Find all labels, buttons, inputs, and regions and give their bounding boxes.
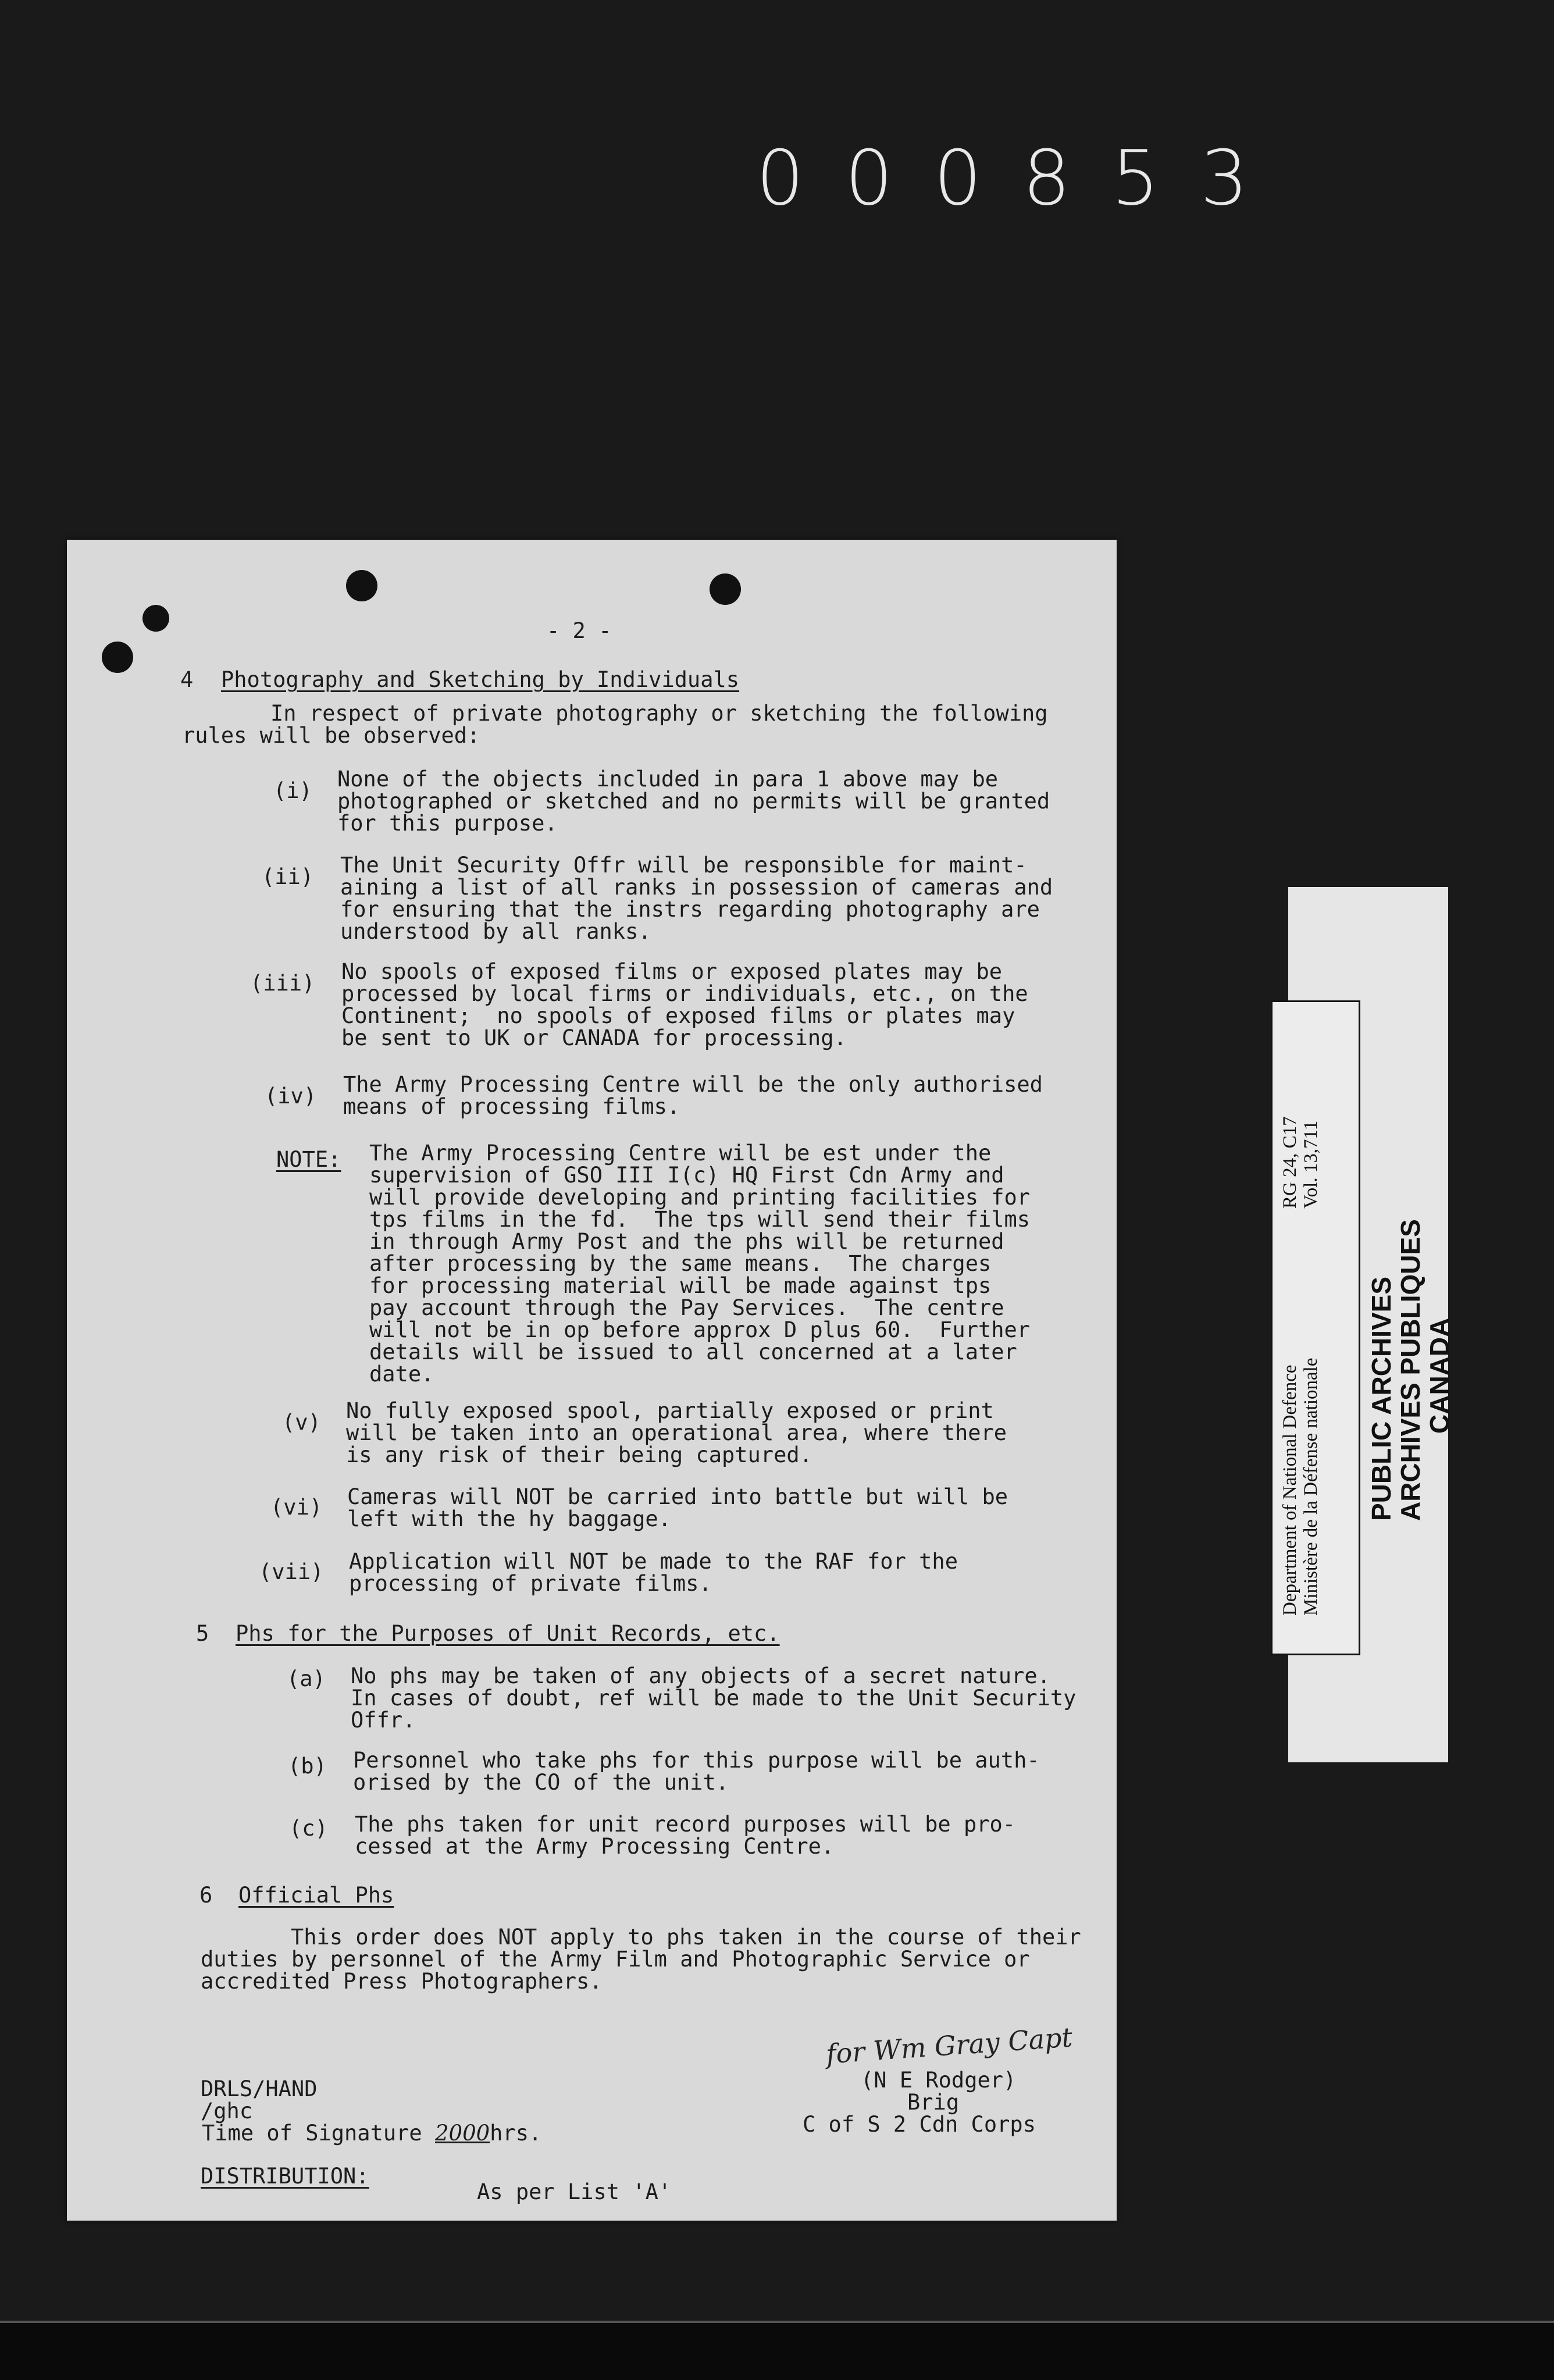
department-en: Department of National Defence — [1279, 1364, 1300, 1616]
section-number: 6 — [199, 1883, 213, 1908]
note-line: will provide developing and printing facilities for — [369, 1185, 1031, 1210]
signatory-rank: Brig — [907, 2090, 960, 2115]
punch-hole — [710, 573, 741, 605]
item-line: No phs may be taken of any objects of a secret nature. — [351, 1663, 1050, 1688]
item-line: The Unit Security Offr will be responsible for maint- — [340, 853, 1027, 878]
item-line: is any risk of their being captured. — [346, 1442, 812, 1467]
intro-line: In respect of private photography or sketching the following — [270, 701, 1048, 726]
note-line: tps films in the fd. The tps will send their films — [369, 1207, 1031, 1232]
item-line: None of the objects included in para 1 above may be — [337, 767, 999, 792]
note-line: details will be issued to all concerned at a later — [369, 1339, 1017, 1364]
record-group-label — [1279, 1116, 1321, 1209]
note-line: pay account through the Pay Services. The centre — [369, 1295, 1004, 1320]
note-line: in through Army Post and the phs will be returned — [369, 1229, 1004, 1254]
film-edge — [0, 2321, 1554, 2380]
time-suffix: hrs. — [490, 2121, 542, 2146]
item-label: (ii) — [262, 864, 314, 889]
item-line: Offr. — [351, 1708, 416, 1733]
note-label: NOTE: — [276, 1147, 341, 1172]
para6-line: This order does NOT apply to phs taken in the course of their — [291, 1925, 1081, 1950]
note-line: supervision of GSO III I(c) HQ First Cdn Army and — [369, 1163, 1004, 1188]
note-line: for processing material will be made against tps — [369, 1273, 992, 1298]
department-label — [1279, 1358, 1321, 1616]
punch-hole — [102, 642, 133, 673]
item-line: will be taken into an operational area, where there — [346, 1420, 1007, 1445]
archive-name-fr: ARCHIVES PUBLIQUES — [1395, 1219, 1425, 1521]
item-line: be sent to UK or CANADA for processing. — [341, 1025, 847, 1050]
item-line: aining a list of all ranks in possession of cameras and — [340, 875, 1053, 900]
time-label: Time of Signature — [202, 2121, 422, 2146]
archive-name-en: PUBLIC ARCHIVES — [1366, 1277, 1396, 1521]
document-page — [67, 540, 1117, 2221]
item-line: cessed at the Army Processing Centre. — [355, 1834, 835, 1859]
footer-line: DRLS/HAND — [201, 2076, 318, 2101]
time-of-signature — [202, 2122, 541, 2144]
intro-line: rules will be observed: — [182, 723, 480, 748]
page-number: - 2 - — [547, 618, 612, 643]
time-value: 2000 — [434, 2121, 490, 2146]
item-line: processed by local firms or individuals, etc., on the — [341, 981, 1028, 1006]
archive-country: CANADA — [1424, 1317, 1455, 1434]
punch-hole — [346, 570, 377, 601]
reference-label — [1271, 1000, 1360, 1655]
section-heading: Phs for the Purposes of Unit Records, etc. — [236, 1621, 780, 1646]
section-heading: Photography and Sketching by Individuals — [221, 667, 740, 692]
section-heading: Official Phs — [238, 1883, 394, 1908]
item-label: (b) — [288, 1754, 327, 1779]
item-line: for this purpose. — [337, 811, 558, 836]
item-label: (i) — [273, 778, 312, 803]
item-line: Personnel who take phs for this purpose will be auth- — [353, 1748, 1040, 1773]
distribution-value: As per List 'A' — [477, 2179, 672, 2204]
volume-number: Vol. 13,711 — [1300, 1120, 1321, 1209]
item-line: The phs taken for unit record purposes will be pro- — [355, 1812, 1016, 1837]
record-group: RG 24, C17 — [1279, 1116, 1300, 1209]
note-line: The Army Processing Centre will be est under the — [369, 1141, 992, 1166]
signatory-name: (N E Rodger) — [861, 2068, 1017, 2093]
item-line: In cases of doubt, ref will be made to the Unit Security — [351, 1686, 1077, 1711]
section-number: 5 — [196, 1621, 209, 1646]
handwritten-signature: for Wm Gray Capt — [825, 2021, 1074, 2070]
item-line: Cameras will NOT be carried into battle but will be — [347, 1484, 1008, 1509]
archive-name — [1367, 1219, 1454, 1521]
note-line: after processing by the same means. The charges — [369, 1251, 992, 1276]
item-label: (c) — [289, 1816, 328, 1841]
item-line: means of processing films. — [343, 1094, 680, 1119]
item-line: left with the hy baggage. — [347, 1506, 671, 1531]
note-line: date. — [369, 1362, 434, 1387]
item-line: processing of private films. — [349, 1571, 712, 1596]
item-label: (vi) — [270, 1495, 323, 1520]
section-number: 4 — [180, 667, 194, 692]
item-line: understood by all ranks. — [340, 919, 651, 944]
department-fr: Ministère de la Défense nationale — [1300, 1358, 1321, 1616]
frame-number: 000853 — [756, 134, 1289, 222]
item-label: (a) — [287, 1666, 326, 1691]
item-line: photographed or sketched and no permits will be granted — [337, 789, 1050, 814]
item-line: for ensuring that the instrs regarding photography are — [340, 897, 1040, 922]
item-label: (vii) — [259, 1559, 324, 1584]
para6-line: accredited Press Photographers. — [201, 1969, 603, 1994]
item-line: No spools of exposed films or exposed plates may be — [341, 959, 1003, 984]
distribution-label: DISTRIBUTION: — [201, 2164, 369, 2189]
para6-line: duties by personnel of the Army Film and Photographic Service or — [201, 1947, 1030, 1972]
item-label: (iii) — [250, 971, 315, 996]
item-line: No fully exposed spool, partially exposed or print — [346, 1398, 994, 1423]
item-line: Application will NOT be made to the RAF for the — [349, 1549, 958, 1574]
signatory-title: C of S 2 Cdn Corps — [803, 2112, 1036, 2137]
note-line: will not be in op before approx D plus 60. Further — [369, 1317, 1031, 1342]
punch-hole — [142, 605, 169, 632]
item-label: (iv) — [265, 1084, 317, 1109]
footer-line: /ghc — [201, 2098, 253, 2124]
item-line: Continent; no spools of exposed films or plates may — [341, 1003, 1015, 1028]
item-label: (v) — [282, 1410, 321, 1435]
item-line: orised by the CO of the unit. — [353, 1770, 729, 1795]
item-line: The Army Processing Centre will be the only authorised — [343, 1072, 1043, 1097]
